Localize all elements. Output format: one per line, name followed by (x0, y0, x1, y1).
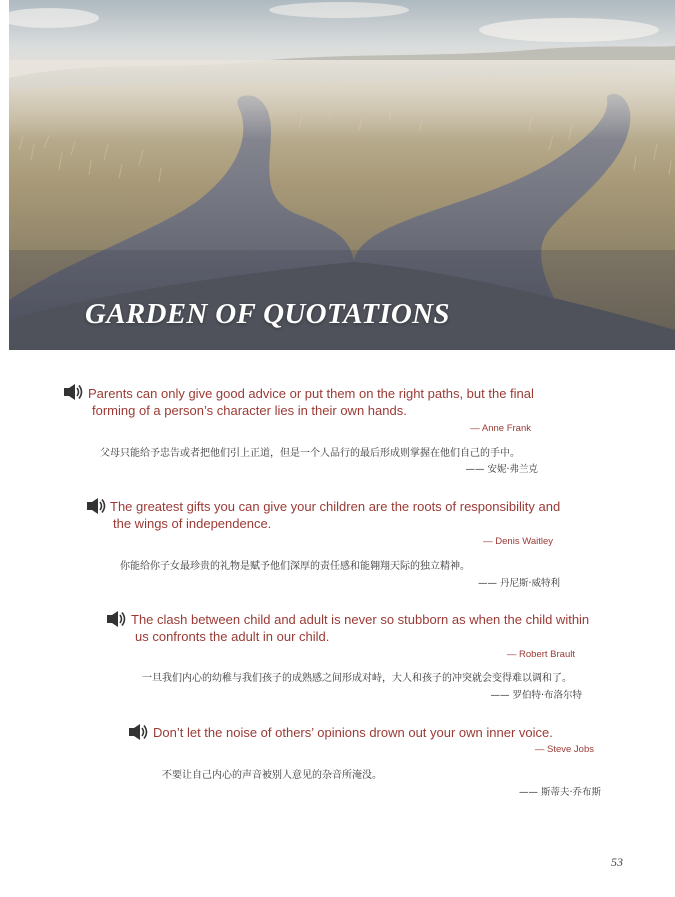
quote-chinese-author: —— 丹尼斯·威特利 (477, 578, 560, 589)
hero-image (9, 0, 675, 350)
quote-author: — Anne Frank (470, 423, 531, 434)
speaker-icon[interactable] (106, 610, 126, 628)
quote-english-line: The greatest gifts you can give your children are the roots of responsibility and (110, 499, 561, 514)
page-title: GARDEN OF QUOTATIONS (85, 298, 450, 330)
quote-chinese-author: —— 斯蒂夫·乔布斯 (518, 787, 601, 798)
speaker-icon[interactable] (63, 383, 83, 401)
quote-chinese-author: —— 罗伯特·布洛尔特 (490, 690, 582, 701)
quote-chinese: 你能给你子女最珍贵的礼物是赋予他们深厚的责任感和能翱翔天际的独立精神。 (120, 561, 470, 572)
quote-author: — Steve Jobs (534, 744, 594, 755)
quote-english-line: Don’t let the noise of others’ opinions drown out your own inner voice. (153, 725, 553, 740)
quote-english-line: us confronts the adult in our child. (135, 629, 330, 644)
quote-chinese: 不要让自己内心的声音被别人意见的杂音所淹没。 (162, 770, 382, 781)
speaker-icon[interactable] (128, 723, 148, 741)
quote-chinese-author: —— 安妮·弗兰克 (465, 464, 538, 475)
quote-english-line: Parents can only give good advice or put them on the right paths, but the final (88, 386, 534, 401)
page-number: 53 (611, 855, 623, 869)
quote-english-line: the wings of independence. (113, 516, 272, 531)
quote-english-line: forming of a person’s character lies in their own hands. (92, 403, 407, 418)
quote-chinese: 一旦我们内心的幼稚与我们孩子的成熟感之间形成对峙，大人和孩子的冲突就会变得难以调和了。 (142, 673, 572, 684)
quote-english-line: The clash between child and adult is never so stubborn as when the child within (131, 612, 590, 627)
quote-author: — Denis Waitley (483, 536, 553, 547)
speaker-icon[interactable] (86, 497, 106, 515)
quote-author: — Robert Brault (506, 649, 575, 660)
quote-chinese: 父母只能给予忠告或者把他们引上正道，但是一个人品行的最后形成则掌握在他们自己的手中。 (100, 448, 520, 459)
